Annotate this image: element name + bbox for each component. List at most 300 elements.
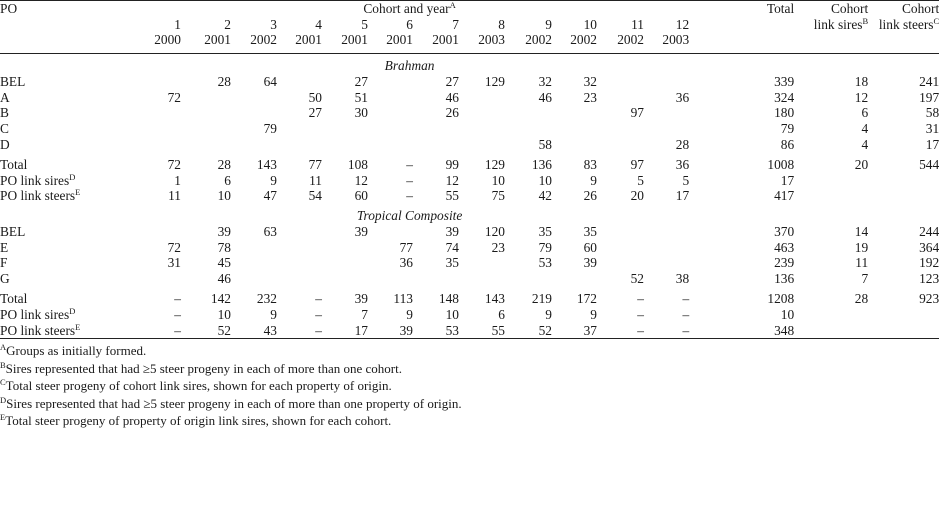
cohort-number: 11 (631, 16, 644, 32)
table-cell: 28 (217, 157, 231, 173)
total-cell: 348 (689, 323, 794, 339)
table-cell: 9 (406, 306, 413, 322)
link-steers-cell (868, 307, 939, 323)
total-cell: 239 (774, 255, 795, 271)
link-sires-cell (794, 188, 868, 204)
header-row-3 (0, 32, 939, 54)
summary-row (0, 323, 939, 339)
row-label: Total (0, 291, 28, 307)
table-cell: 52 (184, 323, 231, 339)
total-cell: 17 (780, 172, 795, 188)
table-cell: 32 (538, 74, 552, 90)
table-cell: 30 (354, 105, 368, 121)
row-label: Total (0, 157, 28, 173)
link-steers-cell: 241 (919, 74, 939, 90)
footnote: $^E$Total steer progeny of property of origin link sires, shown for each cohort. (0, 412, 392, 429)
link-steers-cell: 192 (919, 255, 939, 271)
table-cell: 10 (217, 306, 231, 322)
total-cell: 339 (774, 74, 795, 90)
table-row (0, 224, 939, 240)
table-cell: 10 (491, 172, 505, 188)
table-cell: 97 (630, 105, 644, 121)
header-cohort-link-sires-2: link sires$^B$ (813, 15, 869, 32)
cohort-year: 2002 (505, 32, 552, 54)
table-cell: 39 (445, 223, 459, 239)
table-cell (597, 74, 644, 90)
table-cell (459, 121, 505, 137)
table-cell: 9 (270, 306, 277, 322)
table-cell: – (174, 291, 181, 307)
table-cell: 12 (354, 172, 368, 188)
table-cell (644, 74, 689, 90)
table-cell: 23 (491, 239, 505, 255)
table-cell: 35 (538, 223, 552, 239)
row-label: B (0, 105, 9, 121)
cohort-year: 2001 (277, 32, 322, 54)
total-cell: 370 (774, 223, 795, 239)
table-cell: 28 (675, 136, 690, 152)
table-cell (368, 121, 413, 137)
table-cell: 39 (354, 291, 368, 307)
cohort-year: 2002 (552, 32, 597, 54)
table-row (0, 137, 939, 153)
cohort-number: 8 (498, 16, 505, 32)
table-cell (644, 121, 689, 137)
header-row-1 (0, 1, 939, 17)
cohort-number: 3 (270, 16, 277, 32)
table-cell: – (315, 291, 322, 307)
summary-row (0, 157, 939, 173)
table-cell: – (315, 306, 322, 322)
table-row (0, 271, 939, 287)
table-cell: 97 (630, 157, 644, 173)
table-cell: 72 (167, 157, 181, 173)
table-cell: 23 (583, 89, 597, 105)
table-cell: 58 (538, 136, 552, 152)
cohort-year: 2001 (322, 32, 368, 54)
table-cell: 64 (263, 74, 277, 90)
row-label: A (0, 89, 10, 105)
footnote: $^D$Sires represented that had ≥5 steer progeny in each of more than one property of origin. (0, 394, 462, 411)
table-cell: – (597, 323, 644, 339)
table-cell: 9 (590, 306, 597, 322)
table-cell: – (644, 323, 689, 339)
table-cell (231, 90, 277, 106)
table-cell: 45 (217, 255, 231, 271)
table-cell: – (406, 157, 413, 173)
table-cell: 28 (217, 74, 231, 90)
link-sires-cell (794, 323, 868, 339)
link-steers-cell: 58 (925, 105, 939, 121)
table-cell (368, 271, 413, 287)
cohort-year: 2002 (597, 32, 644, 54)
table-cell: 39 (354, 223, 368, 239)
table-cell: 79 (538, 239, 552, 255)
footnotes (0, 342, 939, 430)
table-cell (505, 121, 552, 137)
table-cell: 143 (256, 157, 277, 173)
link-sires-cell: 18 (854, 74, 869, 90)
total-cell: 1008 (767, 157, 795, 173)
table-cell: 83 (583, 157, 597, 173)
table-cell: 55 (445, 188, 459, 204)
cohort-number: 4 (315, 16, 322, 32)
table-cell (459, 271, 505, 287)
header-cohort-link-sires: Cohort (794, 1, 868, 17)
table-cell (130, 121, 184, 137)
table-cell (277, 255, 322, 271)
table-cell: 46 (445, 89, 459, 105)
table-cell: 53 (413, 323, 459, 339)
table-cell: 37 (552, 323, 597, 339)
table-cell (597, 240, 644, 256)
header-spacer (689, 17, 794, 33)
group-spacer (0, 204, 130, 224)
table-cell: 51 (354, 89, 368, 105)
table-cell: – (277, 323, 322, 339)
table-cell: 172 (576, 291, 597, 307)
link-steers-cell: 31 (925, 120, 939, 136)
table-cell: 35 (445, 255, 459, 271)
link-steers-cell (868, 173, 939, 189)
table-cell (552, 137, 597, 153)
cohort-number: 5 (361, 16, 368, 32)
table-cell: – (174, 306, 181, 322)
table-cell (368, 74, 413, 90)
table-cell (413, 137, 459, 153)
link-steers-cell: 923 (919, 291, 939, 307)
row-label: BEL (0, 223, 26, 239)
table-cell (552, 271, 597, 287)
row-label: F (0, 255, 8, 271)
table-cell (322, 240, 368, 256)
table-cell: 9 (545, 306, 552, 322)
cohort-year: 2001 (184, 32, 231, 54)
table-cell: 1 (174, 172, 181, 188)
table-cell (597, 224, 644, 240)
cohort-year: 2003 (644, 32, 689, 54)
table-cell (322, 137, 368, 153)
table-cell: 27 (308, 105, 322, 121)
total-cell: 417 (774, 188, 795, 204)
table-cell (644, 105, 689, 121)
group-title-row (0, 54, 939, 75)
table-cell (130, 271, 184, 287)
link-sires-cell: 19 (854, 239, 869, 255)
table-cell (597, 90, 644, 106)
header-spacer (794, 32, 868, 54)
table-cell (184, 121, 231, 137)
table-cell: – (130, 323, 184, 339)
table-cell: 129 (484, 74, 505, 90)
table-cell: 148 (438, 291, 459, 307)
table-cell: 50 (308, 89, 322, 105)
total-cell: 180 (774, 105, 795, 121)
row-label: PO link steers$^E$ (0, 323, 130, 339)
table-cell (413, 121, 459, 137)
table-cell: 143 (484, 291, 505, 307)
summary-row (0, 188, 939, 204)
table-cell: 219 (531, 291, 552, 307)
group-spacer (689, 204, 939, 224)
table-cell (597, 121, 644, 137)
table-cell (277, 224, 322, 240)
table-cell (459, 137, 505, 153)
header-cohort-link-steers-2: link steers$^C$ (878, 15, 939, 32)
table-cell: 11 (168, 188, 181, 204)
table-cell: – (406, 188, 413, 204)
link-sires-cell: 4 (861, 136, 869, 152)
total-cell: 1208 (767, 291, 795, 307)
table-cell (130, 74, 184, 90)
table-cell: – (406, 172, 413, 188)
link-steers-cell: 123 (919, 270, 939, 286)
table-cell: 20 (630, 188, 644, 204)
table-cell: 39 (217, 223, 231, 239)
table-cell: 27 (354, 74, 368, 90)
table-cell: 6 (498, 306, 505, 322)
total-cell: 86 (780, 136, 795, 152)
table-cell (277, 137, 322, 153)
table-cell: 142 (210, 291, 231, 307)
table-cell (644, 224, 689, 240)
table-cell (130, 137, 184, 153)
header-cohort-link-steers: Cohort (868, 1, 939, 17)
brahman-section (0, 54, 939, 204)
table-cell (231, 105, 277, 121)
header-row-2 (0, 17, 939, 33)
link-sires-cell (794, 173, 868, 189)
link-sires-cell: 6 (861, 105, 869, 121)
table-cell: 54 (308, 188, 322, 204)
header-spacer (689, 32, 794, 54)
table-cell: 26 (583, 188, 597, 204)
row-label: PO link steers$^E$ (0, 187, 81, 204)
total-cell: 79 (780, 120, 795, 136)
group-spacer (689, 54, 939, 75)
footnote: $^C$Total steer progeny of cohort link sires, shown for each property of origin. (0, 377, 392, 394)
table-cell: 11 (309, 172, 322, 188)
table-cell (184, 90, 231, 106)
summary-row (0, 291, 939, 307)
table-row (0, 74, 939, 90)
table-cell (184, 137, 231, 153)
link-steers-cell: 244 (919, 223, 939, 239)
cohort-year: 2001 (413, 32, 459, 54)
cohort-number: 2 (224, 16, 231, 32)
table-cell (368, 224, 413, 240)
summary-row (0, 307, 939, 323)
table-cell (368, 137, 413, 153)
link-sires-cell: 20 (854, 157, 869, 173)
table-cell: 53 (538, 255, 552, 271)
table-cell (231, 137, 277, 153)
table-cell (231, 240, 277, 256)
table-cell: 72 (167, 89, 181, 105)
cohort-year: 2002 (231, 32, 277, 54)
summary-row (0, 173, 939, 189)
total-cell: 136 (774, 270, 795, 286)
table-cell: – (637, 291, 644, 307)
table-row (0, 240, 939, 256)
table-cell: 46 (538, 89, 552, 105)
table-cell: 6 (224, 172, 231, 188)
table-cell: 77 (399, 239, 413, 255)
table-cell: 43 (231, 323, 277, 339)
header-spacer (868, 32, 939, 54)
table-cell (231, 255, 277, 271)
link-steers-cell: 364 (919, 239, 939, 255)
table-cell: – (682, 291, 690, 307)
table-cell: 77 (308, 157, 322, 173)
row-label: G (0, 270, 10, 286)
table-cell (368, 105, 413, 121)
cohort-number: 1 (174, 16, 181, 32)
table-cell (644, 255, 689, 271)
table-cell: 232 (256, 291, 277, 307)
total-cell: 463 (774, 239, 795, 255)
cohort-year: 2003 (459, 32, 505, 54)
row-label: E (0, 239, 9, 255)
cohort-number: 7 (452, 16, 459, 32)
table-cell: 113 (393, 291, 413, 307)
link-sires-cell: 28 (854, 291, 869, 307)
table-cell: 72 (167, 239, 181, 255)
table-cell (644, 240, 689, 256)
table-cell: 47 (263, 188, 277, 204)
table-cell: 10 (217, 188, 231, 204)
row-label: D (0, 136, 10, 152)
table-cell: 52 (505, 323, 552, 339)
total-cell: 324 (774, 89, 795, 105)
table-cell: 36 (399, 255, 413, 271)
table-row (0, 255, 939, 271)
table-cell (368, 90, 413, 106)
table-cell (459, 90, 505, 106)
footnote: $^A$Groups as initially formed. (0, 342, 147, 359)
cohort-number: 10 (583, 16, 597, 32)
table-cell: 79 (263, 120, 277, 136)
table-cell: – (682, 306, 690, 322)
link-steers-cell: 17 (925, 136, 939, 152)
link-sires-cell: 12 (854, 89, 869, 105)
link-steers-cell (868, 188, 939, 204)
cohort-number: 6 (406, 16, 413, 32)
header-cohort-and-year: Cohort and year$^A$ (130, 1, 689, 17)
table-cell: 12 (445, 172, 459, 188)
link-steers-cell: 544 (919, 157, 939, 173)
table-cell (322, 121, 368, 137)
table-row (0, 90, 939, 106)
table-cell: 60 (354, 188, 368, 204)
link-sires-cell (794, 307, 868, 323)
table-cell: 27 (445, 74, 459, 90)
table-cell: 9 (270, 172, 277, 188)
cohort-year: 2000 (130, 32, 184, 54)
table-cell (277, 74, 322, 90)
table-cell: 10 (538, 172, 552, 188)
table-cell: 120 (484, 223, 505, 239)
table-cell: 60 (583, 239, 597, 255)
table-cell: 55 (459, 323, 505, 339)
group-title: Brahman (384, 57, 435, 73)
table-cell: 5 (682, 172, 690, 188)
table-cell (552, 121, 597, 137)
table-cell (552, 105, 597, 121)
table-cell: 10 (445, 306, 459, 322)
table-cell (413, 271, 459, 287)
total-cell: 10 (780, 306, 795, 322)
table-cell (459, 255, 505, 271)
table-cell (322, 255, 368, 271)
group-spacer (0, 54, 130, 75)
table-cell (130, 224, 184, 240)
cohort-year: 2001 (368, 32, 413, 54)
cohort-number: 12 (675, 16, 690, 32)
table-cell: 39 (583, 255, 597, 271)
link-steers-cell: 197 (919, 89, 939, 105)
table-cell: 75 (491, 188, 505, 204)
table-cell: 136 (531, 157, 552, 173)
table-cell: 31 (167, 255, 181, 271)
table-row (0, 121, 939, 137)
row-label: PO link sires$^D$ (0, 305, 76, 322)
table-cell: 52 (630, 270, 644, 286)
table-cell: 36 (675, 89, 690, 105)
table-cell: 74 (445, 239, 459, 255)
table-cell: 108 (347, 157, 368, 173)
table-cell (597, 137, 644, 153)
link-sires-cell: 14 (854, 223, 869, 239)
table-cell: 78 (217, 239, 231, 255)
table-cell (505, 271, 552, 287)
table-cell: 32 (583, 74, 597, 90)
header-po: PO (0, 1, 130, 17)
row-label: BEL (0, 74, 26, 90)
table-cell: 35 (583, 223, 597, 239)
table-cell (322, 271, 368, 287)
table-cell (459, 105, 505, 121)
table-cell (130, 105, 184, 121)
table-cell (277, 121, 322, 137)
group-title: Tropical Composite (356, 207, 463, 223)
table-cell (184, 105, 231, 121)
table-cell: 5 (637, 172, 644, 188)
link-sires-cell: 4 (861, 120, 869, 136)
table-cell: 7 (361, 306, 368, 322)
table-cell: 36 (675, 157, 690, 173)
table-cell: 129 (484, 157, 505, 173)
table-cell (597, 255, 644, 271)
header-total: Total (689, 1, 794, 17)
table-cell: 17 (322, 323, 368, 339)
table-cell: 17 (675, 188, 690, 204)
table-cell: 42 (538, 188, 552, 204)
table-cell: 39 (368, 323, 413, 339)
cohort-number: 9 (545, 16, 552, 32)
link-sires-cell: 7 (861, 270, 869, 286)
table-cell: – (637, 306, 644, 322)
row-label: C (0, 120, 9, 136)
group-title-row (0, 204, 939, 224)
table-cell: 38 (675, 270, 690, 286)
table-row (0, 105, 939, 121)
table-cell (277, 240, 322, 256)
table-cell: 9 (590, 172, 597, 188)
table-cell: 26 (445, 105, 459, 121)
link-sires-cell: 11 (855, 255, 869, 271)
table-cell: 46 (217, 270, 231, 286)
